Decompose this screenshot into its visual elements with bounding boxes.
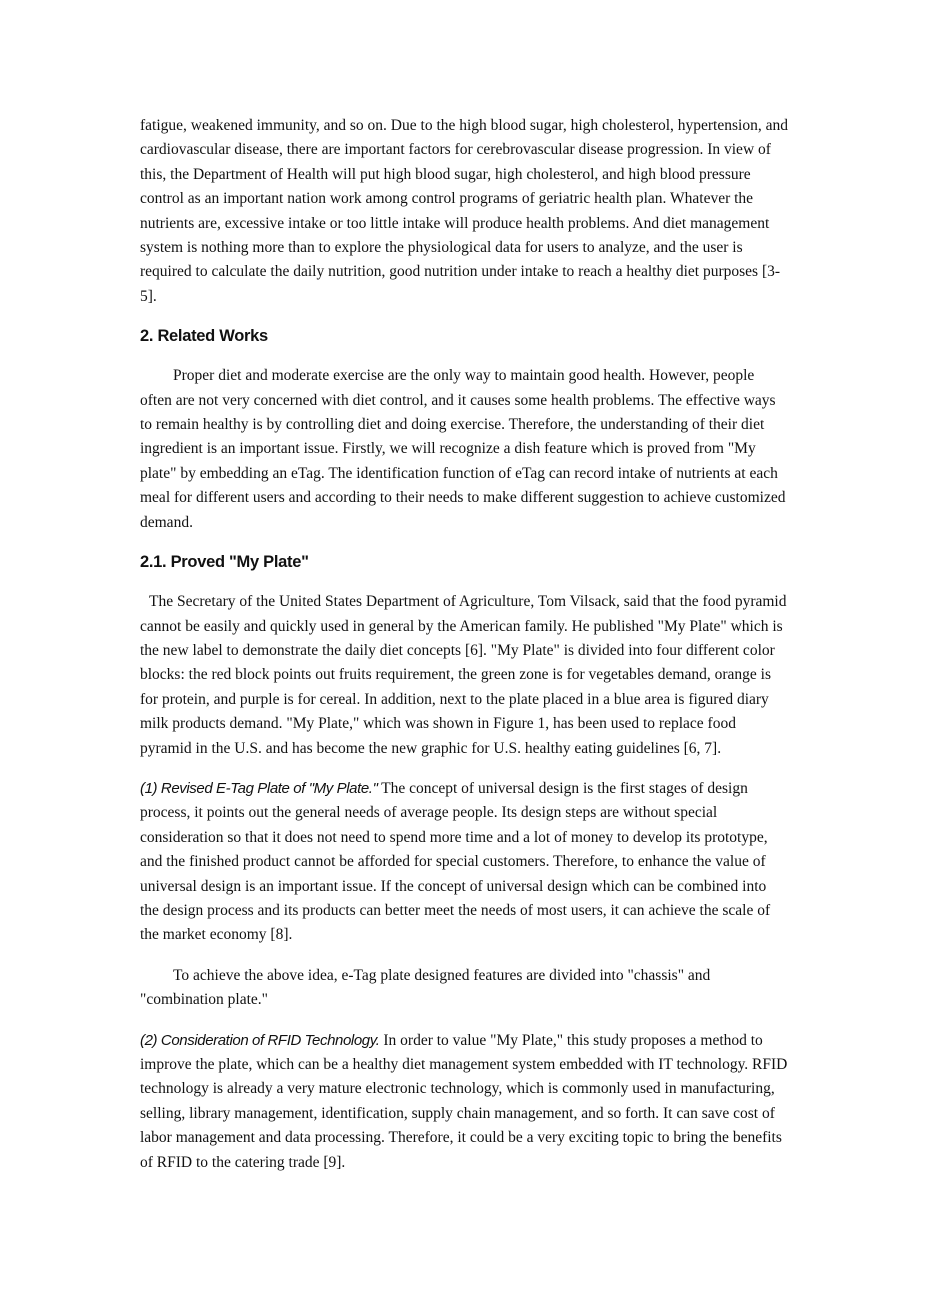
subsection-heading-my-plate: 2.1. Proved "My Plate"	[140, 553, 309, 572]
etag-plate-body: The concept of universal design is the first stages of design process, it points out the general needs of average people. Its design steps are without special consideration so that it does not need to spend more time and a lot of money to develop its prototype, and the finished product cannot be afforded for special customers. Therefore, to enhance the value of universal design is an important issue. If the concept of universal design which can be combined into the design process and its products can better meet the needs of most users, it can achieve the scale of the market economy [8].	[140, 779, 771, 944]
document-page	[140, 114, 788, 1175]
rfid-paragraph	[140, 1029, 788, 1175]
idea-paragraph: To achieve the above idea, e-Tag plate designed features are divided into "chassis" and "combination plate."	[140, 966, 711, 1009]
rfid-body: In order to value "My Plate," this study proposes a method to improve the plate, which can be a healthy diet management system embedded with IT technology. RFID technology is already a very mature electronic technology, which is commonly used in manufacturing, selling, library management, identification, supply chain management, and so forth. It can save cost of labor management and data processing. Therefore, it could be a very exciting topic to bring the benefits of RFID to the catering trade [9].	[140, 1031, 788, 1171]
intro-paragraph: fatigue, weakened immunity, and so on. Due to the high blood sugar, high cholesterol, hypertension, and cardiovascular disease, there are important factors for cerebrovascular disease progression. In view of this, the Department of Health will put high blood sugar, high cholesterol, and high blood pressure control as an important nation work among control programs of geriatric health plan. Whatever the nutrients are, excessive intake or too little intake will produce health problems. And diet management system is nothing more than to explore the physiological data for users to analyze, and the user is required to calculate the daily nutrition, good nutrition under intake to reach a healthy diet purposes [3-5].	[140, 117, 788, 305]
rfid-run-in-heading: (2) Consideration of RFID Technology.	[140, 1031, 380, 1049]
etag-plate-run-in-heading: (1) Revised E-Tag Plate of "My Plate."	[140, 779, 378, 797]
related-works-paragraph: Proper diet and moderate exercise are the only way to maintain good health. However, people often are not very concerned with diet control, and it causes some health problems. The effective ways to remain healthy is by controlling diet and doing exercise. Therefore, the understanding of their diet ingredient is an important issue. Firstly, we will recognize a dish feature which is proved from "My plate" by embedding an eTag. The identification function of eTag can record intake of nutrients at each meal for different users and according to their needs to make different suggestion to achieve customized demand.	[140, 367, 786, 531]
section-heading-related-works: 2. Related Works	[140, 327, 268, 346]
my-plate-paragraph: The Secretary of the United States Department of Agriculture, Tom Vilsack, said that the food pyramid cannot be easily and quickly used in general by the American family. He published "My Plate" which is the new label to demonstrate the daily diet concepts [6]. "My Plate" is divided into four different color blocks: the red block points out fruits requirement, the green zone is for vegetables demand, orange is for protein, and purple is for cereal. In addition, next to the plate placed in a blue area is figured diary milk products demand. "My Plate," which was shown in Figure 1, has been used to replace food pyramid in the U.S. and has become the new graphic for U.S. healthy eating guidelines [6, 7].	[140, 593, 787, 757]
etag-plate-paragraph	[140, 777, 788, 948]
